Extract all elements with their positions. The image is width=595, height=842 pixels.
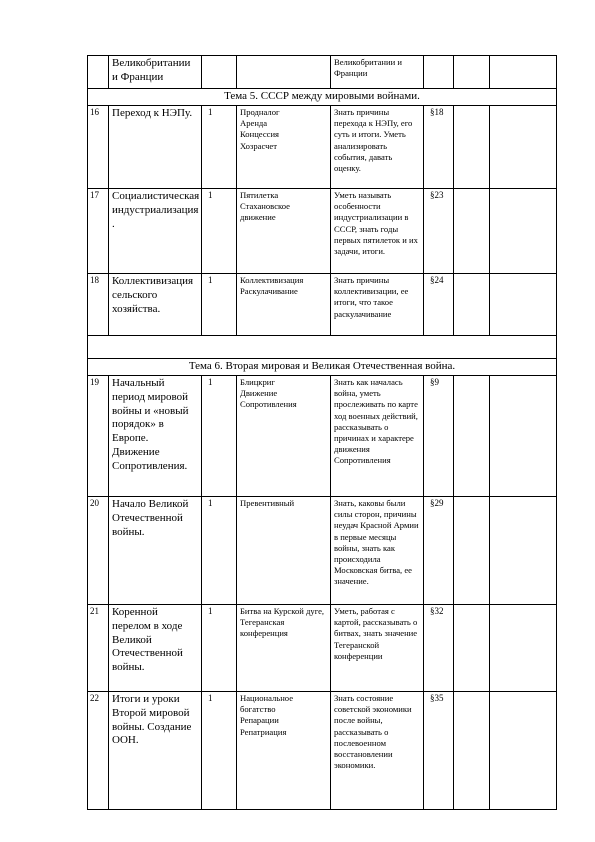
table-row <box>88 497 557 605</box>
table-row <box>88 274 557 336</box>
key-terms: Коллективизация Раскулачивание <box>237 274 331 336</box>
empty-cell <box>490 605 557 692</box>
topic-heading: Тема 6. Вторая мировая и Великая Отечественная война. <box>88 359 557 376</box>
lesson-hours: 1 <box>202 189 237 274</box>
empty-cell <box>454 189 490 274</box>
empty-cell <box>88 336 557 359</box>
textbook-section: §24 <box>424 274 454 336</box>
empty-cell <box>490 376 557 497</box>
textbook-section: §23 <box>424 189 454 274</box>
row-number: 16 <box>88 106 109 189</box>
row-number: 19 <box>88 376 109 497</box>
row-number: 18 <box>88 274 109 336</box>
table-row <box>88 106 557 189</box>
learning-outcomes: Знать как началась война, уметь прослеживать по карте ход военных действий, рассказывать о причинах и характере движения Сопротивления <box>331 376 424 497</box>
lesson-topic: Социалистическая индустриализация . <box>109 189 202 274</box>
topic-heading-row <box>88 359 557 376</box>
row-number: 17 <box>88 189 109 274</box>
lesson-hours: 1 <box>202 605 237 692</box>
key-terms: Пятилетка Стахановское движение <box>237 189 331 274</box>
lesson-hours: 1 <box>202 376 237 497</box>
learning-outcomes: Уметь называть особенности индустриализации в СССР, знать годы первых пятилеток и их задачи, итоги. <box>331 189 424 274</box>
lesson-topic: Начало Великой Отечественной войны. <box>109 497 202 605</box>
topic-heading: Тема 5. СССР между мировыми войнами. <box>88 89 557 106</box>
row-number: 20 <box>88 497 109 605</box>
empty-cell <box>490 56 557 89</box>
key-terms: Битва на Курской дуге, Тегеранская конференция <box>237 605 331 692</box>
key-terms: Продналог Аренда Концессия Хозрасчет <box>237 106 331 189</box>
empty-cell <box>454 497 490 605</box>
lesson-topic: Коллективизация сельского хозяйства. <box>109 274 202 336</box>
textbook-section <box>424 56 454 89</box>
row-number: 21 <box>88 605 109 692</box>
learning-outcomes: Великобритании и Франции <box>331 56 424 89</box>
lesson-topic: Переход к НЭПу. <box>109 106 202 189</box>
lesson-hours: 1 <box>202 274 237 336</box>
empty-cell <box>490 497 557 605</box>
empty-cell <box>490 274 557 336</box>
key-terms <box>237 56 331 89</box>
lesson-topic: Начальный период мировой войны и «новый порядок» в Европе. Движение Сопротивления. <box>109 376 202 497</box>
lesson-topic: Итоги и уроки Второй мировой войны. Создание ООН. <box>109 692 202 810</box>
learning-outcomes: Знать причины коллективизации, ее итоги, что такое раскулачивание <box>331 274 424 336</box>
textbook-section: §29 <box>424 497 454 605</box>
lesson-topic: Великобритании и Франции <box>109 56 202 89</box>
empty-cell <box>454 692 490 810</box>
textbook-section: §35 <box>424 692 454 810</box>
empty-cell <box>454 605 490 692</box>
table-row <box>88 376 557 497</box>
empty-cell <box>490 106 557 189</box>
row-number: 22 <box>88 692 109 810</box>
empty-cell <box>490 692 557 810</box>
table-row <box>88 692 557 810</box>
row-number <box>88 56 109 89</box>
empty-cell <box>454 376 490 497</box>
empty-cell <box>454 56 490 89</box>
lesson-hours <box>202 56 237 89</box>
table-row <box>88 189 557 274</box>
key-terms: Национальное богатство Репарации Репатриация <box>237 692 331 810</box>
empty-cell <box>490 189 557 274</box>
blank-row <box>88 336 557 359</box>
learning-outcomes: Знать состояние советской экономики после войны, рассказывать о послевоенном восстановлении экономики. <box>331 692 424 810</box>
textbook-section: §9 <box>424 376 454 497</box>
lesson-hours: 1 <box>202 692 237 810</box>
textbook-section: §32 <box>424 605 454 692</box>
empty-cell <box>454 106 490 189</box>
empty-cell <box>454 274 490 336</box>
key-terms: Блицкриг Движение Сопротивления <box>237 376 331 497</box>
table-row <box>88 605 557 692</box>
learning-outcomes: Уметь, работая с картой, рассказывать о битвах, знать значение Тегеранской конференции <box>331 605 424 692</box>
lesson-hours: 1 <box>202 497 237 605</box>
key-terms: Превентивный <box>237 497 331 605</box>
table-row <box>88 56 557 89</box>
learning-outcomes: Знать, каковы были силы сторон, причины неудач Красной Армии в первые месяцы войны, знать как происходила Московская битва, ее значение. <box>331 497 424 605</box>
lesson-plan-table <box>87 55 557 810</box>
lesson-topic: Коренной перелом в ходе Великой Отечественной войны. <box>109 605 202 692</box>
topic-heading-row <box>88 89 557 106</box>
learning-outcomes: Знать причины перехода к НЭПу, его суть и итоги. Уметь анализировать события, давать оценку. <box>331 106 424 189</box>
lesson-hours: 1 <box>202 106 237 189</box>
textbook-section: §18 <box>424 106 454 189</box>
